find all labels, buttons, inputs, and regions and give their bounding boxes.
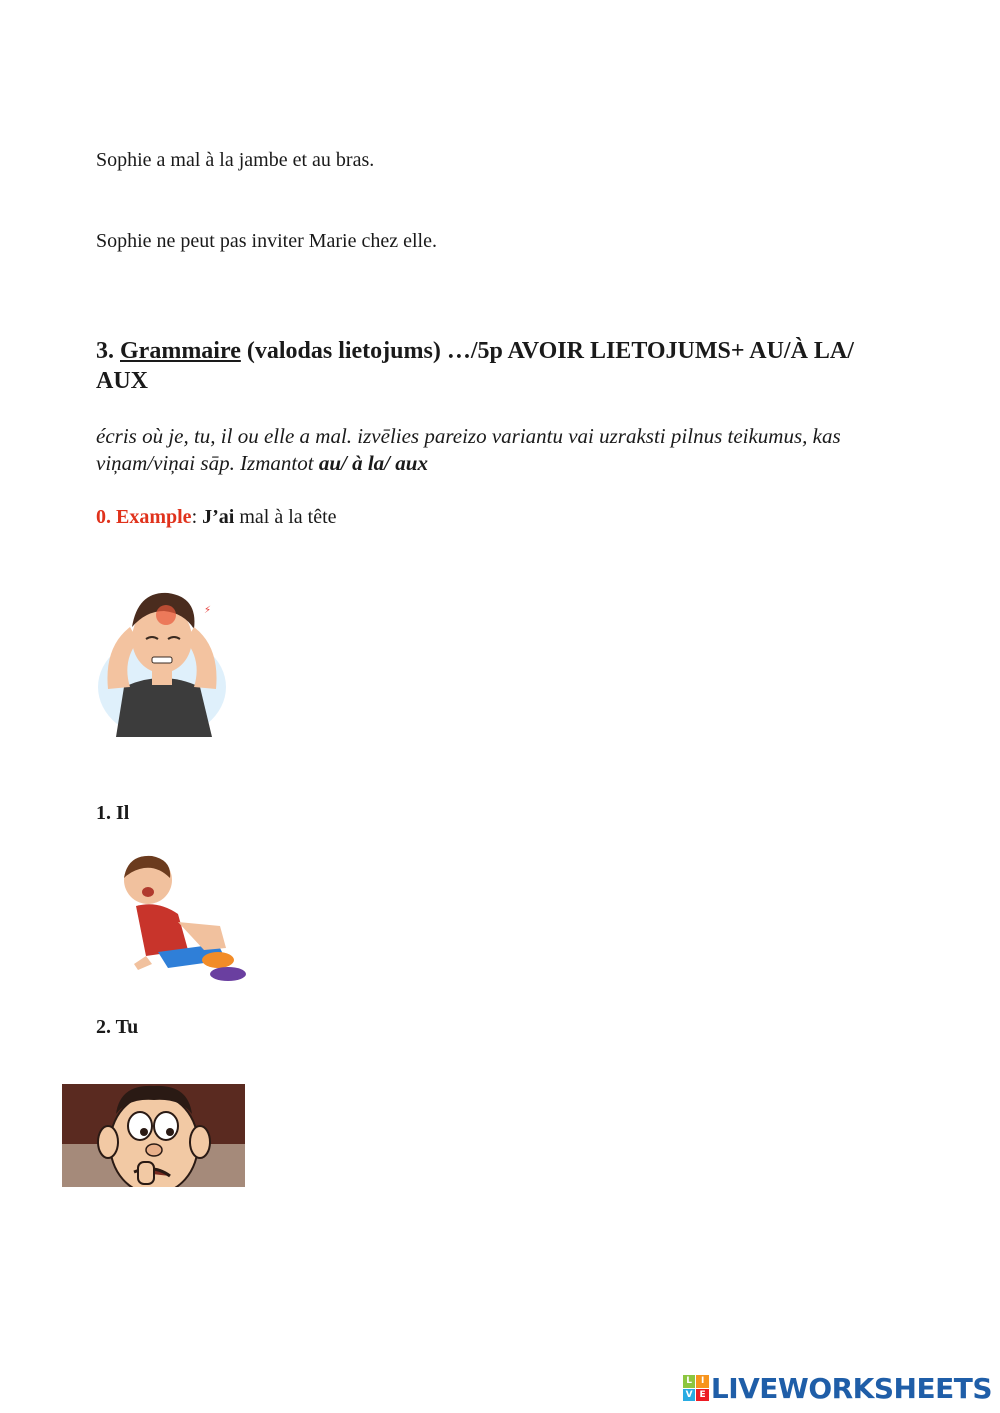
- logo-letter-l: L: [683, 1375, 696, 1388]
- example-separator: :: [191, 506, 203, 528]
- sentence-1: Sophie a mal à la jambe et au bras.: [96, 149, 375, 171]
- instruction-body: écris où je, tu, il ou elle a mal. izvēlies pareizo variantu vai uzraksti pilnus teikumus, kas viņam/viņai sāp. Izmantot: [96, 424, 841, 475]
- knee-pain-image: [108, 852, 248, 988]
- toothache-illustration: [62, 1084, 245, 1187]
- instruction-text: [96, 423, 926, 477]
- instruction-emphasis: au/ à la/ aux: [318, 451, 428, 475]
- section-title-underlined: Grammaire: [120, 338, 241, 364]
- sentence-2: Sophie ne peut pas inviter Marie chez elle.: [96, 230, 437, 252]
- item-2-label: 2. Tu: [96, 1016, 139, 1038]
- svg-text:⚡: ⚡: [204, 605, 212, 616]
- liveworksheets-brand-name: LIVEWORKSHEETS: [710, 1371, 992, 1405]
- logo-letter-v: V: [683, 1389, 696, 1402]
- section-title-rest: (valodas lietojums) …/5p AVOIR LIETOJUMS+ AU/À LA/ AUX: [96, 338, 854, 394]
- liveworksheets-logo: [683, 1371, 992, 1405]
- example-rest: mal à la tête: [234, 506, 337, 528]
- logo-letter-i: I: [696, 1375, 709, 1388]
- knee-pain-illustration: [108, 852, 248, 988]
- headache-illustration: [94, 577, 234, 737]
- section-number: 3.: [96, 338, 114, 364]
- example-line: [96, 506, 337, 529]
- example-verb: J’ai: [202, 506, 235, 528]
- toothache-image: [62, 1084, 245, 1187]
- section-heading: [96, 336, 876, 396]
- logo-letter-e: E: [696, 1389, 709, 1402]
- item-1-label: 1. Il: [96, 802, 130, 824]
- example-label: 0. Example: [96, 506, 192, 528]
- liveworksheets-logo-icon: [683, 1375, 709, 1401]
- headache-image: [94, 577, 234, 737]
